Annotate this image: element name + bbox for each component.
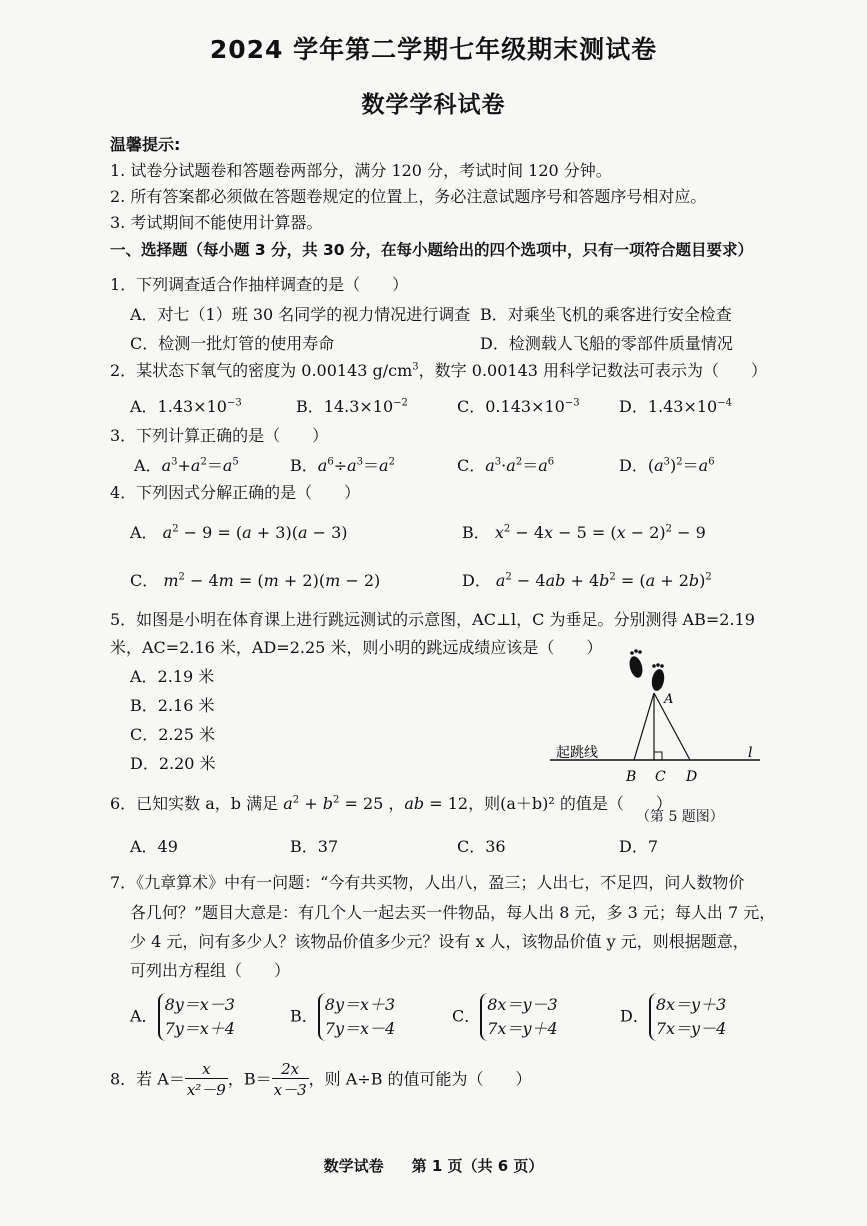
exam-title: 2024 学年第二学期七年级期末测试卷: [209, 35, 658, 64]
question-2-option-c-base: C．0.143×10: [457, 397, 565, 416]
question-7-line-1: 7．《九章算术》中有一问题：“今有共买物，人出八，盈三；人出七，不足四，问人数物价: [110, 873, 745, 892]
question-4-option-a: A． $a^2 - 9 = (a + 3)(a - 3)$: [130, 523, 348, 542]
question-2-stem-pre: 2．某状态下氧气的密度为 0.00143 g/cm: [110, 361, 413, 380]
question-4-stem: 4．下列因式分解正确的是（ ）: [110, 483, 361, 502]
question-2-option-b-base: B．14.3×10: [296, 397, 394, 416]
question-5-option-c: C．2.25 米: [130, 725, 215, 744]
question-3-option-d: D．$(a^3)^2=a^6$: [619, 456, 715, 475]
question-2-stem-sup: 3: [412, 361, 419, 373]
question-3-option-b: B．$a^6\div a^3=a^2$: [290, 456, 395, 475]
equation-line: 7x＝y－4: [655, 1019, 727, 1038]
question-2-stem-post: ，数字 0.00143 用科学记数法可表示为（ ）: [418, 361, 768, 380]
notice-item-3: 3. 考试期间不能使用计算器。: [110, 213, 323, 232]
question-1-option-c: C．检测一批灯管的使用寿命: [130, 334, 335, 353]
question-1-option-d: D．检测载人飞船的零部件质量情况: [480, 334, 733, 353]
question-2-stem: [110, 358, 767, 381]
question-5-option-a: A．2.19 米: [130, 667, 215, 686]
question-2-option-d: [619, 394, 732, 417]
question-6-stem-pre: 6．已知实数 a，b 满足: [110, 794, 284, 813]
question-2-option-a-base: A．1.43×10: [130, 397, 227, 416]
fraction-numerator: x: [185, 1060, 228, 1079]
point-c-label: C: [655, 769, 666, 785]
question-7-line-2: 各几何？”题目大意是：有几个人一起去买一件物品，每人出 8 元，多 3 元；每人出 7 元，: [130, 903, 776, 922]
equation-system: [158, 993, 235, 1041]
segment-ab: [634, 693, 654, 760]
question-6-stem: 6．已知实数 a，b 满足 $a^2 + b^2 = 25$ ，ab = 12，则(a＋b)² 的值是（ ）: [110, 794, 672, 813]
fraction-numerator: 2x: [272, 1060, 309, 1079]
equation-line: 7x＝y＋4: [487, 1019, 558, 1038]
fraction-denominator: x－3: [273, 1081, 307, 1099]
question-2-option-b-exp: −2: [393, 397, 408, 409]
figure-5-caption: （第 5 题图）: [636, 809, 724, 825]
footer-page-number: 第 1 页（共 6 页）: [411, 1157, 544, 1175]
fraction-a: [185, 1060, 228, 1100]
question-7-option-d: [620, 993, 726, 1041]
question-8-mid: ，B＝: [227, 1069, 272, 1089]
question-3-stem: 3．下列计算正确的是（ ）: [110, 426, 329, 445]
question-6-option-c: C．36: [457, 837, 506, 856]
notice-item-1: 1. 试卷分试题卷和答题卷两部分，满分 120 分，考试时间 120 分钟。: [110, 161, 612, 180]
question-6-option-b: B．37: [290, 837, 339, 856]
start-line-label: 起跳线: [556, 745, 598, 761]
question-4-option-d: D． $a^2 - 4ab + 4b^2 = (a + 2b)^2$: [462, 571, 712, 590]
page-footer: [0, 1155, 867, 1176]
question-6-stem-post: ，则(a＋b)² 的值是（ ）: [468, 794, 672, 813]
question-3-option-a: A．$a^3+a^2=a^5$: [134, 456, 239, 475]
equation-system: [649, 993, 726, 1041]
question-8-suffix: ，则 A÷B 的值可能为（ ）: [308, 1069, 532, 1089]
notice-heading: 温馨提示:: [110, 135, 181, 154]
point-d-label: D: [686, 769, 698, 785]
question-2-option-c-exp: −3: [564, 397, 580, 409]
equation-line: 8y＝x－3: [164, 995, 235, 1014]
question-7-option-b: [290, 993, 395, 1041]
equation-line: 8y＝x＋3: [324, 995, 396, 1014]
question-5-option-d: D．2.20 米: [130, 754, 216, 773]
question-6-option-a: A．49: [130, 837, 178, 856]
question-4-option-c: C． $m^2 - 4m = (m + 2)(m - 2)$: [130, 571, 381, 590]
equation-line: 8x＝y＋3: [655, 995, 727, 1014]
question-2-option-d-exp: −4: [717, 397, 732, 409]
section-heading-choice: 一、选择题（每小题 3 分，共 30 分，在每小题给出的四个选项中，只有一项符合题目要求）: [110, 241, 753, 259]
fraction-denominator: x²－9: [186, 1081, 226, 1099]
point-b-label: B: [626, 769, 637, 785]
question-1-option-b: B．对乘坐飞机的乘客进行安全检查: [480, 305, 732, 324]
equation-line: 7y＝x－4: [324, 1019, 396, 1038]
question-7-line-3: 少 4 元，问有多少人？该物品价值多少元？设有 x 人，该物品价值 y 元，则根据题意，: [130, 932, 749, 951]
question-1-option-a: A．对七（1）班 30 名同学的视力情况进行调查: [130, 305, 471, 324]
question-8-prefix: 8．若 A＝: [110, 1069, 185, 1089]
notice-item-2: 2. 所有答案都必须做在答题卷规定的位置上，务必注意试题序号和答题序号相对应。: [110, 187, 707, 206]
question-5-option-b: B．2.16 米: [130, 696, 215, 715]
question-2-option-d-base: D．1.43×10: [619, 397, 718, 416]
question-7-option-d-label: D．: [620, 1006, 649, 1026]
question-5-stem-line-2: 米，AC=2.16 米，AD=2.25 米，则小明的跳远成绩应该是（ ）: [110, 638, 603, 657]
question-4-option-b: B． $x^2 - 4x - 5 = (x - 2)^2 - 9$: [462, 523, 706, 542]
question-2-option-c: [457, 394, 580, 417]
question-7-option-a-label: A．: [130, 1006, 158, 1026]
equation-system: [480, 993, 557, 1041]
footprint-icon: [627, 649, 665, 692]
equation-system: [318, 993, 395, 1041]
right-angle-marker: [654, 752, 662, 760]
question-7-option-b-label: B．: [290, 1006, 318, 1026]
question-2-option-b: [296, 394, 408, 417]
long-jump-figure: [550, 645, 770, 805]
equation-line: 8x＝y－3: [487, 995, 558, 1014]
question-5-stem-line-1: 5．如图是小明在体育课上进行跳远测试的示意图，AC⊥l，C 为垂足。分别测得 AB=2.19: [110, 610, 755, 629]
question-7-option-a: [130, 993, 235, 1041]
exam-subtitle: 数学学科试卷: [361, 92, 506, 118]
question-1-stem: 1．下列调查适合作抽样调查的是（ ）: [110, 275, 409, 294]
fraction-b: [272, 1060, 309, 1100]
point-a-label: A: [664, 692, 674, 707]
question-8-stem: [110, 1060, 532, 1100]
question-3-option-c: C．$a^3\cdot a^2=a^6$: [457, 456, 555, 475]
question-7-option-c: [452, 993, 558, 1041]
equation-line: 7y＝x＋4: [164, 1019, 235, 1038]
question-2-option-a: [130, 394, 242, 417]
question-7-option-c-label: C．: [452, 1006, 481, 1026]
footer-subject: 数学试卷: [323, 1157, 384, 1175]
question-7-line-4: 可列出方程组（ ）: [130, 961, 291, 980]
line-l-label: l: [748, 745, 753, 761]
question-2-option-a-exp: −3: [226, 397, 242, 409]
question-6-option-d: D．7: [619, 837, 659, 856]
